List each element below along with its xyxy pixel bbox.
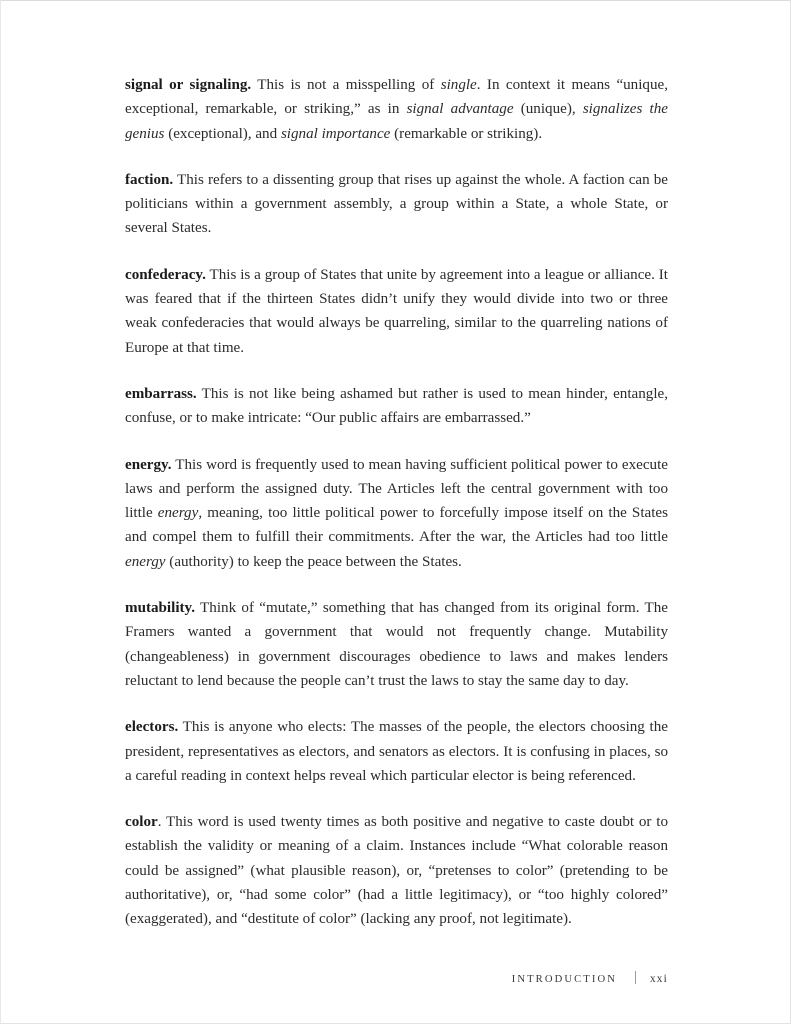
glossary-term: signal or signaling.: [125, 77, 252, 93]
definition-text: This is not like being ashamed but rather is used to mean hinder, entangle, confuse, or to make intricate: “Our public affairs are embarrassed.”: [125, 385, 668, 427]
glossary-term: energy.: [125, 456, 172, 473]
definition-text: (authority) to keep the peace between the States.: [165, 553, 462, 570]
glossary-term: confederacy.: [125, 266, 206, 283]
glossary-entry: [125, 168, 668, 241]
definition-text: This refers to a dissenting group that rises up against the whole. A faction can be politicians within a government assembly, a group within a State, a whole State, or several States.: [125, 171, 668, 237]
footer-divider: [635, 971, 636, 984]
glossary-entry: [125, 73, 668, 146]
definition-text: . In context it means “unique, exceptional, remarkable, or striking,” as in: [125, 77, 668, 118]
definition-text: (exceptional), and: [164, 125, 281, 142]
definition-text: This is anyone who elects: The masses of the people, the electors choosing the president, representatives as electors, and senators as electors. It is confusing in places, so a careful reading in context helps reveal which particular elector is being referenced.: [125, 719, 668, 784]
emphasis-text: signal importance: [280, 125, 391, 142]
definition-text: Think of “mutate,” something that has changed from its original form. The Framers wanted a government that would not frequently change. Mutability (changeableness) in government discourages obedience to laws and makes lenders reluctant to lend because the people can’t trust the laws to stay the same day to day.: [125, 600, 668, 689]
glossary-term: faction.: [125, 171, 174, 188]
glossary-term: embarrass.: [125, 385, 197, 402]
definition-text: This is not a misspelling of: [251, 77, 441, 93]
page-footer: [125, 969, 668, 987]
glossary-entry: [125, 453, 668, 574]
emphasis-text: energy: [125, 553, 166, 570]
definition-text: (remarkable or striking).: [390, 125, 543, 142]
definition-text: This word is frequently used to mean having sufficient political power to execute laws and perform the assigned duty. The Articles left the central government with too little: [125, 456, 668, 522]
definition-text: , meaning, too little political power to forcefully impose itself on the States and compel them to fulfill their commitments. After the war, the Articles had too little: [125, 505, 668, 546]
glossary-entry: [125, 810, 668, 931]
glossary-entries: [125, 73, 668, 932]
emphasis-text: energy: [157, 505, 199, 522]
glossary-entry: [125, 263, 668, 360]
definition-text: (unique),: [513, 101, 583, 118]
glossary-term: color: [125, 814, 158, 831]
glossary-entry: [125, 382, 668, 431]
glossary-term: electors.: [125, 719, 179, 736]
page-number: xxi: [649, 973, 668, 985]
glossary-entry: [125, 596, 668, 693]
footer-section-label: INTRODUCTION: [511, 974, 617, 985]
glossary-entry: [125, 715, 668, 788]
glossary-term: mutability.: [125, 600, 196, 617]
emphasis-text: signalizes the genius: [125, 101, 668, 142]
emphasis-text: signal advantage: [406, 101, 514, 118]
definition-text: This is a group of States that unite by agreement into a league or alliance. It was feared that if the thirteen States didn’t unify they would divide into two or three weak confederacies that would always be quarreling, similar to the quarreling nations of Europe at that time.: [125, 266, 668, 356]
emphasis-text: single: [440, 77, 477, 93]
definition-text: . This word is used twenty times as both positive and negative to caste doubt or to establish the validity or meaning of a claim. Instances include “What colorable reason could be assigned” (what plausible reason), or, “pretenses to color” (pretending to be authoritative), or, “had some color” (had a little legitimacy), or “too highly colored” (exaggerated), and “destitute of color” (lacking any proof, not legitimate).: [125, 814, 668, 928]
